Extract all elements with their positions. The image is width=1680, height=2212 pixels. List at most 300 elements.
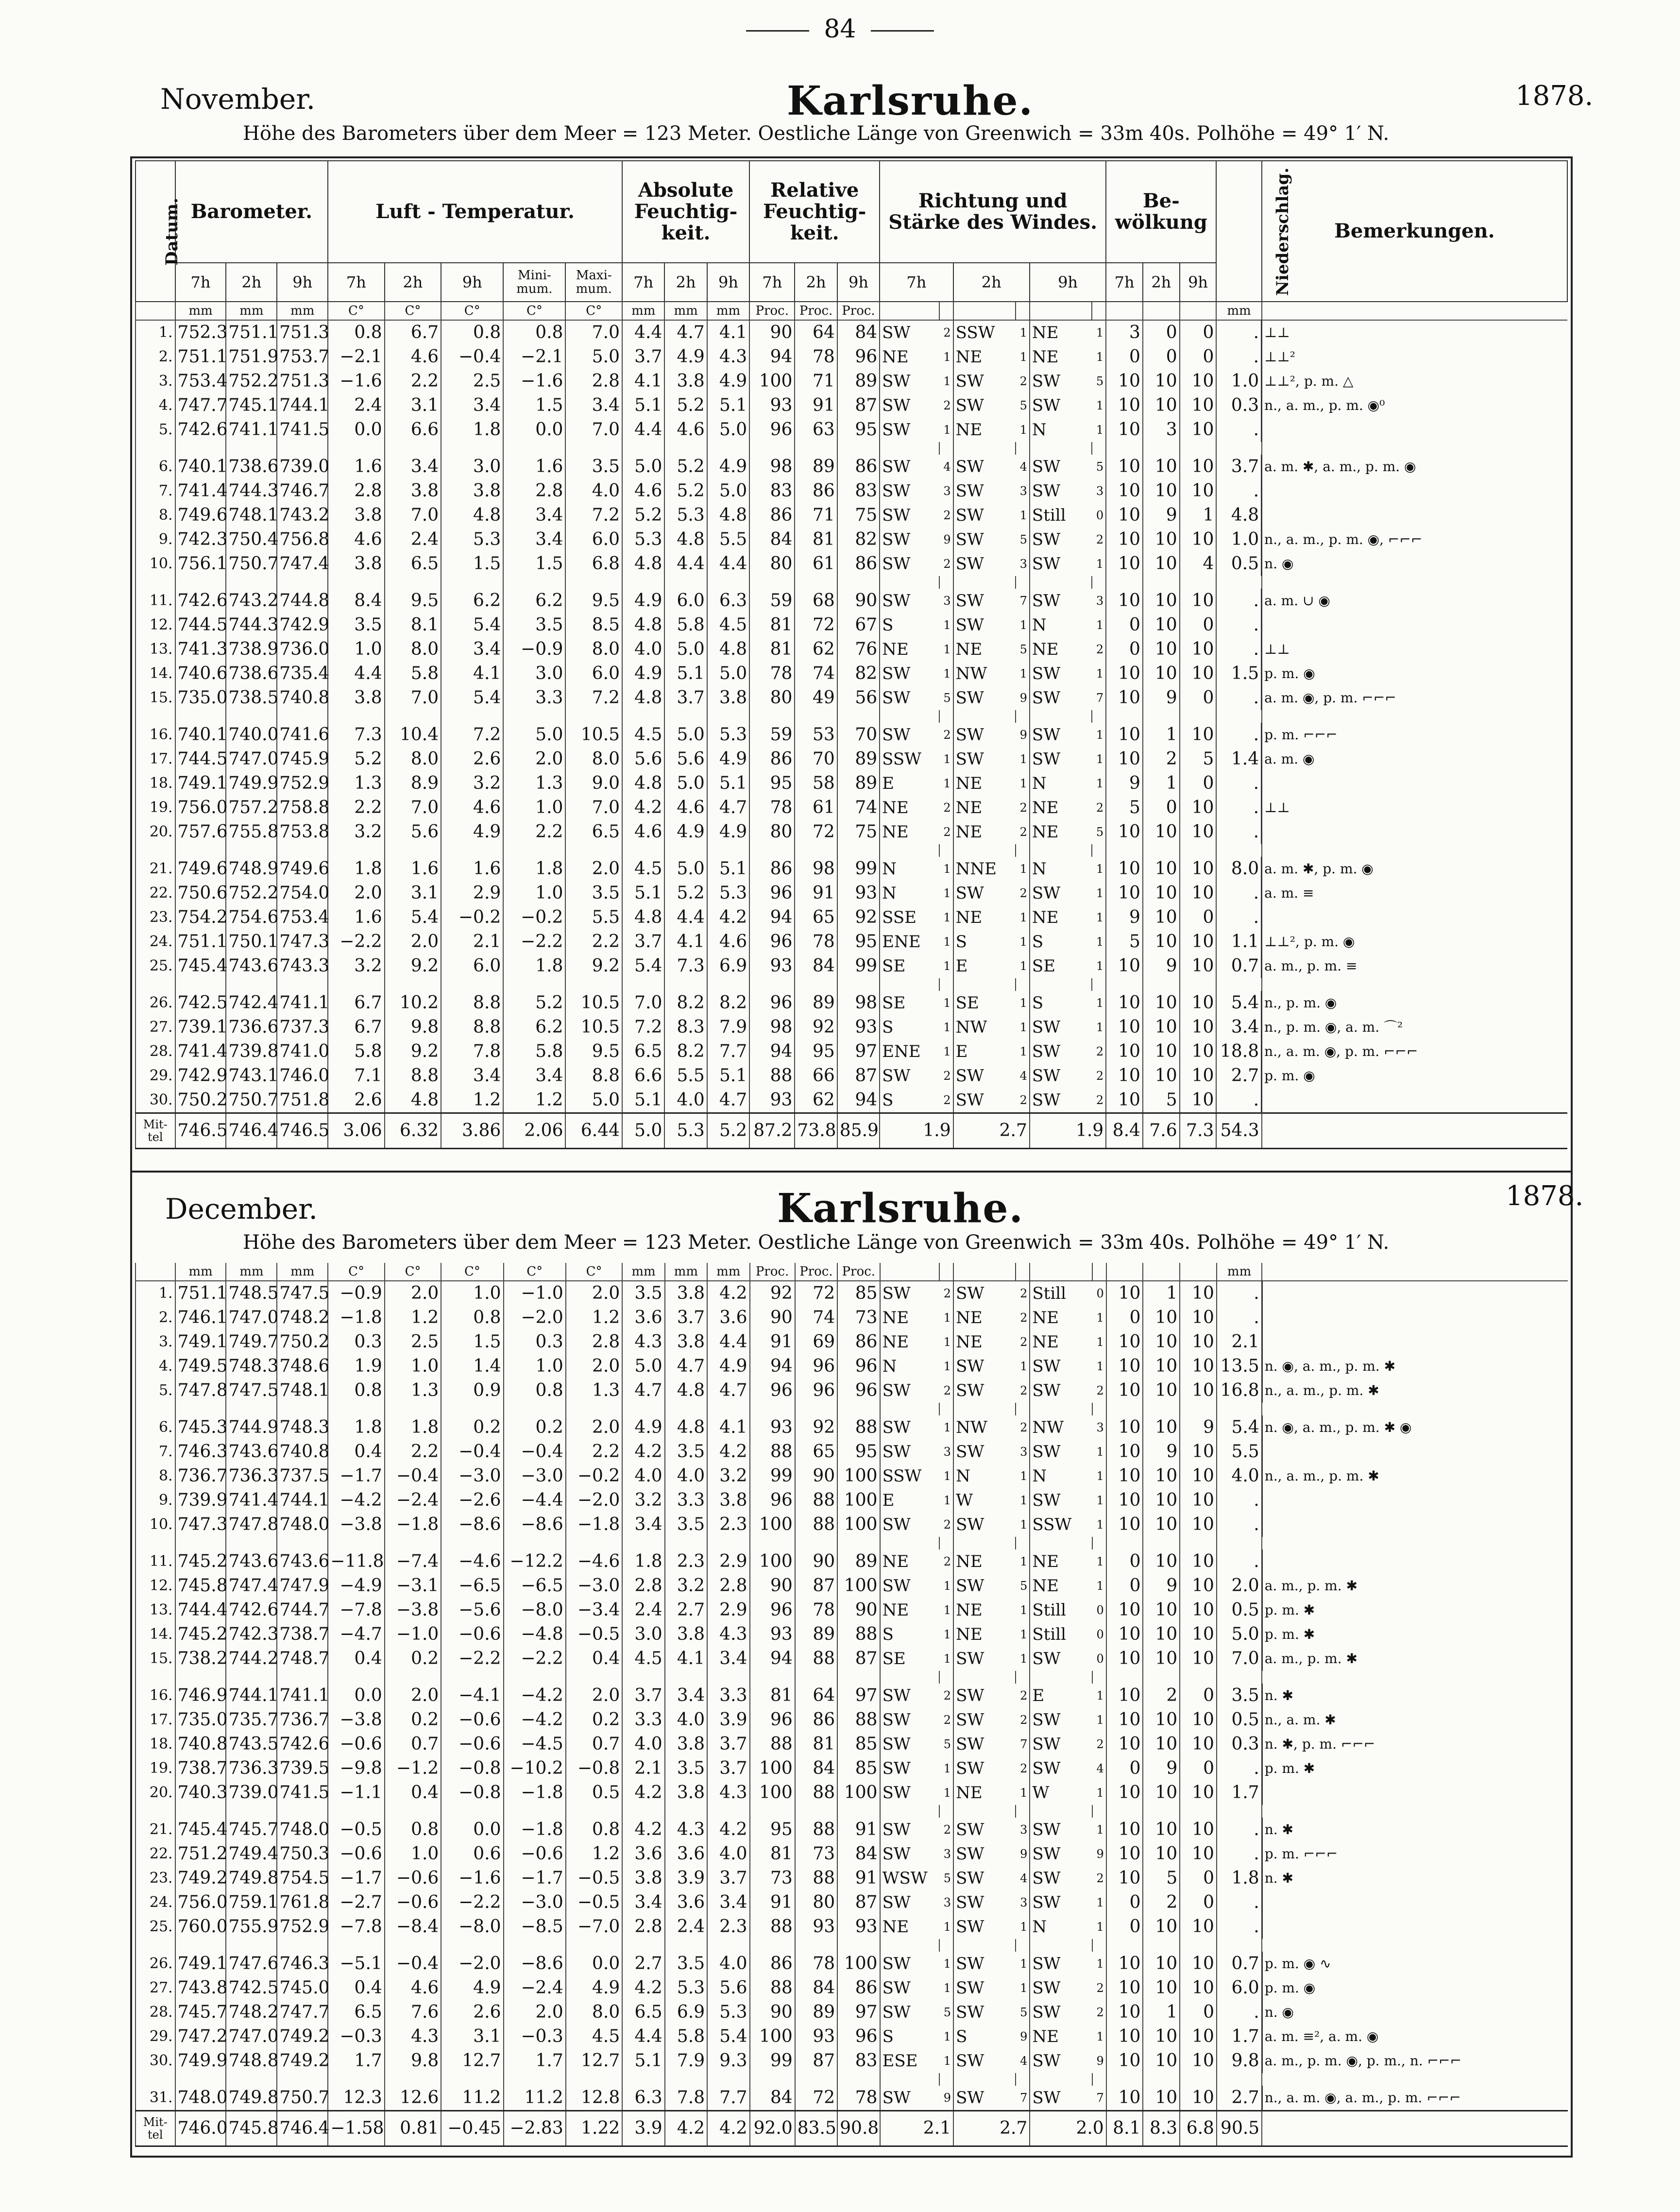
header-datum: Datum. (136, 161, 175, 302)
cell-temp-7: 4.4 (328, 662, 385, 686)
cell-abs-9: 7.7 (707, 1039, 749, 1064)
cell-cloud-7: 10 (1106, 1781, 1143, 1805)
cell-cloud-7: 10 (1106, 1818, 1143, 1842)
cell-temp-7: 8.4 (328, 589, 385, 613)
cell-temp-max: 2.2 (565, 930, 622, 954)
cell-rel-9: 86 (837, 455, 880, 479)
cell-rel-9: 93 (837, 1015, 880, 1039)
cell-wind-dir-2: SW (953, 1708, 1016, 1732)
cell-date: 16. (136, 723, 175, 747)
cell-cloud-7: 10 (1106, 2049, 1143, 2073)
cell-temp-9: 1.4 (441, 1354, 503, 1378)
cell-rel-2: 74 (795, 1306, 837, 1330)
cell-wind-force-7: 2 (943, 1093, 951, 1107)
cell-temp-9: 0.6 (441, 1842, 503, 1866)
cell-date: 27. (136, 1976, 175, 2000)
cell-cloud-7: 5 (1106, 930, 1143, 954)
cell-bar-7: 740.1 (175, 455, 226, 479)
cell-abs-7: 1.8 (622, 1549, 664, 1574)
cell-cloud-9: 10 (1180, 857, 1217, 881)
cell-wind-force-9: 1 (1096, 618, 1104, 632)
cell-wind-dir-7: E (880, 771, 939, 796)
cell-bar-7: 745.3 (175, 1415, 226, 1440)
cell-temp-9: 1.5 (441, 1330, 503, 1354)
spacer-cell (749, 576, 795, 589)
spacer-cell (226, 576, 277, 589)
cell-wind-force-2: 1 (1020, 1603, 1028, 1617)
mean-rel-2: 83.5 (795, 2111, 837, 2146)
cell-temp-9: −0.8 (441, 1781, 503, 1805)
cell-abs-7: 5.1 (622, 881, 664, 905)
spacer-cell (1262, 978, 1567, 991)
cell-wind-force-9: 1 (1096, 959, 1104, 973)
cell-bar-7: 746.1 (175, 1306, 226, 1330)
cell-rel-2: 70 (795, 747, 837, 771)
cell-rel-9: 88 (837, 1622, 880, 1647)
cell-wind-force-9: 1 (1096, 423, 1104, 437)
cell-rel-9: 89 (837, 747, 880, 771)
cell-wind-dir-9: SW (1030, 881, 1092, 905)
cell-abs-9: 3.3 (707, 1684, 749, 1708)
cell-abs-2: 8.2 (664, 991, 707, 1015)
spacer-cell (1262, 710, 1567, 723)
spacer-cell (441, 1537, 503, 1549)
cell-bar-9: 742.9 (277, 613, 328, 637)
cell-bar-2: 752.2 (226, 369, 277, 393)
cell-bar-2: 755.8 (226, 820, 277, 844)
spacer-cell (226, 1939, 277, 1952)
cell-abs-7: 5.3 (622, 527, 664, 552)
cell-wind-dir-2: SW (953, 479, 1016, 503)
cell-wind-force-9: 2 (1096, 1872, 1104, 1885)
cell-cloud-9: 10 (1180, 1842, 1217, 1866)
spacer-cell (1143, 1403, 1180, 1415)
cell-remarks: a. m., p. m. ✱ (1262, 1574, 1568, 1598)
group-spacer (136, 1805, 1568, 1818)
cell-wind-dir-2: SW (953, 1513, 1016, 1537)
cell-bar-2: 742.6 (226, 1598, 277, 1622)
cell-rel-7: 86 (750, 1952, 795, 1976)
cell-bar-2: 748.5 (226, 1281, 277, 1306)
cell-date: 25. (136, 1915, 175, 1939)
cell-cloud-9: 10 (1180, 1952, 1217, 1976)
spacer-cell (622, 1805, 664, 1818)
cell-wind-dir-2: SW (953, 686, 1016, 710)
cell-remarks: a. m. ◉ (1262, 747, 1567, 771)
cell-abs-2: 5.3 (665, 1976, 707, 2000)
cell-bar-9: 743.2 (277, 503, 328, 527)
spacer-cell (795, 576, 837, 589)
cell-cloud-7: 10 (1106, 1622, 1143, 1647)
cell-temp-7: −2.7 (328, 1890, 385, 1915)
unit-label: mm (226, 1263, 277, 1281)
cell-date: 14. (136, 1622, 175, 1647)
cell-date: 9. (136, 527, 175, 552)
unit-label: mm (665, 1263, 707, 1281)
spacer-cell (277, 844, 328, 857)
cell-wind-force-9: 1 (1096, 557, 1104, 571)
cell-cloud-9: 0 (1180, 320, 1217, 345)
cell-rel-9: 100 (837, 1952, 880, 1976)
cell-wind-force-2: 1 (1019, 996, 1027, 1010)
unit-blank (136, 1263, 175, 1281)
cell-temp-min: −6.5 (504, 1574, 566, 1598)
table-row (136, 930, 1567, 954)
cell-bar-9: 744.8 (277, 589, 328, 613)
cell-date: 8. (136, 1464, 175, 1488)
cell-remarks (1262, 1306, 1568, 1330)
cell-wind-dir-7: S (880, 1088, 939, 1113)
cell-abs-9: 4.0 (707, 1952, 749, 1976)
unit-blank (1106, 1263, 1143, 1281)
mean-cloud-7: 8.4 (1106, 1113, 1143, 1149)
cell-date: 15. (136, 686, 175, 710)
cell-bar-7: 740.6 (175, 662, 226, 686)
cell-rel-2: 65 (795, 905, 837, 930)
cell-wind-force-2: 1 (1019, 667, 1027, 681)
cell-cloud-7: 10 (1106, 1330, 1143, 1354)
cell-abs-2: 4.6 (664, 796, 707, 820)
cell-wind-dir-7: SSE (880, 905, 939, 930)
cell-rel-9: 100 (837, 1464, 880, 1488)
mean-abs-2: 5.3 (664, 1113, 707, 1149)
spacer-cell (277, 1805, 328, 1818)
cell-abs-7: 4.8 (622, 905, 664, 930)
weather-table-november (135, 160, 1568, 1149)
cell-remarks (1262, 1488, 1568, 1513)
cell-wind-dir-2: NE (953, 905, 1016, 930)
spacer-cell (277, 442, 328, 455)
cell-bar-7: 756.0 (175, 1890, 226, 1915)
cell-cloud-2: 10 (1143, 991, 1180, 1015)
cell-wind-force-2: 2 (1020, 1713, 1028, 1727)
cell-temp-min: −0.4 (504, 1440, 566, 1464)
cell-bar-2: 750.7 (226, 552, 277, 576)
cell-wind-dir-7: SW (880, 1781, 939, 1805)
cell-abs-9: 5.3 (707, 723, 749, 747)
cell-cloud-9: 10 (1180, 1598, 1217, 1622)
cell-cloud-7: 10 (1106, 393, 1143, 418)
cell-cloud-7: 10 (1106, 1088, 1143, 1113)
cell-cloud-2: 10 (1143, 1064, 1180, 1088)
cell-abs-2: 5.8 (664, 613, 707, 637)
cell-abs-9: 4.4 (707, 1330, 749, 1354)
cell-abs-7: 4.7 (622, 1378, 664, 1403)
cell-wind-dir-9: SW (1030, 369, 1092, 393)
cell-remarks: n. ✱ (1262, 1866, 1568, 1890)
cell-precip: . (1216, 686, 1261, 710)
cell-wind-force-2: 1 (1019, 777, 1027, 790)
unit-blank (1016, 302, 1030, 320)
cell-rel-2: 58 (795, 771, 837, 796)
cell-temp-max: −0.2 (566, 1464, 623, 1488)
cell-wind-force-7: 9 (943, 533, 951, 546)
cell-remarks: n., a. m. ✱ (1262, 1708, 1568, 1732)
cell-temp-7: 0.8 (328, 1378, 385, 1403)
cell-rel-7: 96 (750, 1378, 795, 1403)
cell-abs-9: 4.9 (707, 747, 749, 771)
spacer-cell (664, 442, 707, 455)
cell-cloud-2: 10 (1143, 613, 1180, 637)
cell-abs-7: 4.2 (622, 1781, 664, 1805)
cell-bar-7: 742.9 (175, 1064, 226, 1088)
mean-row (136, 1113, 1567, 1149)
cell-cloud-9: 10 (1180, 527, 1217, 552)
cell-remarks: n. ◉ (1262, 552, 1567, 576)
cell-wind-dir-7: N (880, 857, 939, 881)
cell-cloud-2: 2 (1143, 747, 1180, 771)
cell-rel-9: 90 (837, 1598, 880, 1622)
cell-rel-2: 86 (795, 1708, 837, 1732)
cell-rel-9: 85 (837, 1281, 880, 1306)
cell-cloud-2: 10 (1143, 1039, 1180, 1064)
cell-wind-dir-2: S (953, 2025, 1016, 2049)
cell-temp-max: −1.8 (566, 1513, 623, 1537)
cell-wind-dir-2: N (953, 1464, 1016, 1488)
cell-abs-2: 3.8 (665, 1622, 707, 1647)
cell-bar-2: 739.0 (226, 1781, 277, 1805)
cell-temp-7: −1.8 (328, 1306, 385, 1330)
cell-abs-2: 3.8 (665, 1732, 707, 1756)
header-clouds: Be-wölkung (1106, 161, 1216, 263)
unit-blank (1262, 1263, 1568, 1281)
cell-temp-2: 1.8 (385, 1415, 441, 1440)
cell-cloud-2: 10 (1143, 1513, 1180, 1537)
cell-date: 2. (136, 345, 175, 369)
cell-bar-7: 742.3 (175, 527, 226, 552)
cell-wind-force-7: 1 (943, 911, 951, 924)
cell-temp-7: 2.6 (328, 1088, 385, 1113)
cell-temp-9: 5.4 (441, 686, 503, 710)
spacer-cell (1106, 2073, 1143, 2086)
cell-temp-9: 5.3 (441, 527, 503, 552)
cell-rel-2: 71 (795, 369, 837, 393)
cell-temp-7: 2.8 (328, 479, 385, 503)
cell-temp-min: −1.8 (504, 1818, 566, 1842)
cell-bar-2: 745.7 (226, 1818, 277, 1842)
cell-bar-2: 755.9 (226, 1915, 277, 1939)
cell-precip: 0.7 (1216, 954, 1261, 978)
cell-temp-2: 6.5 (385, 552, 441, 576)
cell-wind-dir-7: SW (880, 589, 939, 613)
mean-rel-2: 73.8 (795, 1113, 837, 1149)
cell-temp-2: 3.4 (385, 455, 441, 479)
cell-abs-9: 3.8 (707, 686, 749, 710)
cell-wind-dir-2: NE (953, 820, 1016, 844)
cell-wind-dir-7: SW (880, 369, 939, 393)
cell-remarks: a. m. ≡², a. m. ◉ (1262, 2025, 1568, 2049)
cell-rel-7: 94 (749, 345, 795, 369)
cell-bar-7: 749.6 (175, 857, 226, 881)
group-spacer (136, 576, 1567, 589)
cell-rel-2: 96 (795, 1378, 837, 1403)
cell-cloud-7: 10 (1106, 1708, 1143, 1732)
spacer-cell (939, 442, 953, 455)
spacer-cell (226, 1805, 277, 1818)
unit-blank (1180, 302, 1217, 320)
mean-abs-7: 3.9 (622, 2111, 664, 2146)
spacer-cell (880, 1805, 939, 1818)
cell-temp-min: −4.2 (504, 1708, 566, 1732)
spacer-cell (665, 1805, 707, 1818)
cell-date: 18. (136, 1732, 175, 1756)
cell-wind-dir-9: SW (1030, 1756, 1092, 1781)
spacer-cell (1092, 1537, 1106, 1549)
cell-abs-7: 4.4 (622, 320, 664, 345)
cell-remarks: n. ◉ (1262, 2000, 1568, 2025)
cell-rel-9: 87 (837, 1890, 880, 1915)
spacer-cell (750, 2073, 795, 2086)
cell-abs-9: 5.1 (707, 1064, 749, 1088)
cell-precip: 13.5 (1217, 1354, 1262, 1378)
cell-bar-9: 746.7 (277, 479, 328, 503)
spacer-cell (953, 1805, 1016, 1818)
cell-wind-dir-7: E (880, 1488, 939, 1513)
spacer-cell (1143, 1537, 1180, 1549)
cell-cloud-7: 10 (1106, 686, 1143, 710)
cell-cloud-7: 10 (1106, 1842, 1143, 1866)
cell-bar-9: 736.0 (277, 637, 328, 662)
mean-temp-2: 0.81 (385, 2111, 441, 2146)
spacer-cell (1016, 844, 1030, 857)
spacer-cell (1106, 576, 1143, 589)
cell-bar-9: 748.0 (277, 1513, 328, 1537)
cell-bar-2: 747.8 (226, 1513, 277, 1537)
cell-bar-7: 745.8 (175, 1574, 226, 1598)
spacer-cell (328, 1403, 385, 1415)
cell-remarks: n., a. m., p. m. ◉⁰ (1262, 393, 1567, 418)
cell-abs-7: 4.1 (622, 369, 664, 393)
cell-cloud-7: 10 (1106, 1039, 1143, 1064)
cell-wind-dir-9: NE (1030, 2025, 1092, 2049)
cell-wind-force-7: 1 (943, 2054, 951, 2068)
cell-wind-dir-7: SW (880, 1976, 939, 2000)
cell-rel-7: 93 (749, 1088, 795, 1113)
spacer-cell (226, 844, 277, 857)
group-spacer (136, 442, 1567, 455)
cell-temp-max: 8.8 (565, 1064, 622, 1088)
spacer-cell (622, 978, 664, 991)
cell-abs-2: 3.6 (665, 1842, 707, 1866)
cell-abs-2: 5.0 (664, 723, 707, 747)
cell-temp-2: 4.6 (385, 1976, 441, 2000)
cell-wind-force-9: 1 (1096, 752, 1104, 766)
spacer-cell (441, 1403, 503, 1415)
spacer-cell (136, 1939, 175, 1952)
cell-rel-7: 93 (750, 1622, 795, 1647)
table-row (136, 1015, 1567, 1039)
unit-blank (953, 1263, 1016, 1281)
cell-rel-9: 87 (837, 1064, 880, 1088)
cell-cloud-2: 9 (1143, 686, 1180, 710)
group-spacer (136, 2073, 1568, 2086)
cell-abs-9: 3.7 (707, 1866, 749, 1890)
cell-rel-7: 96 (750, 1488, 795, 1513)
cell-cloud-7: 10 (1106, 2025, 1143, 2049)
unit-label: Proc. (837, 302, 880, 320)
table-row (136, 1890, 1568, 1915)
spacer-cell (1180, 1671, 1217, 1684)
cell-precip: 4.8 (1216, 503, 1261, 527)
cell-wind-force-2: 2 (1019, 801, 1027, 815)
cell-cloud-9: 10 (1180, 991, 1217, 1015)
cell-temp-2: 2.5 (385, 1330, 441, 1354)
spacer-cell (795, 1537, 837, 1549)
cell-abs-2: 5.2 (664, 881, 707, 905)
cell-temp-9: −5.6 (441, 1598, 503, 1622)
cell-rel-9: 83 (837, 2049, 880, 2073)
cell-temp-min: −2.4 (504, 1976, 566, 2000)
cell-cloud-2: 10 (1143, 820, 1180, 844)
cell-abs-7: 4.9 (622, 589, 664, 613)
cell-abs-7: 4.2 (622, 1440, 664, 1464)
subheader-rel-2: 2h (795, 263, 837, 302)
cell-rel-2: 93 (795, 2025, 837, 2049)
cell-temp-2: −1.0 (385, 1622, 441, 1647)
cell-rel-2: 68 (795, 589, 837, 613)
cell-cloud-7: 10 (1106, 747, 1143, 771)
cell-temp-2: −7.4 (385, 1549, 441, 1574)
cell-wind-force-2: 1 (1020, 1652, 1028, 1666)
cell-wind-dir-7: SW (880, 723, 939, 747)
spacer-cell (1016, 1671, 1030, 1684)
cell-abs-9: 4.2 (707, 1440, 749, 1464)
cell-temp-max: 7.0 (565, 320, 622, 345)
cell-rel-2: 78 (795, 1598, 837, 1622)
cell-remarks: a. m., p. m. ◉, p. m., n. ⌐⌐⌐ (1262, 2049, 1568, 2073)
cell-remarks: n. ◉, a. m., p. m. ✱ ◉ (1262, 1415, 1568, 1440)
spacer-cell (795, 710, 837, 723)
spacer-cell (939, 1805, 953, 1818)
cell-bar-9: 748.1 (277, 1378, 328, 1403)
cell-bar-9: 746.3 (277, 1952, 328, 1976)
cell-temp-min: 0.3 (504, 1330, 566, 1354)
cell-wind-force-2: 1 (1020, 1628, 1028, 1641)
cell-date: 6. (136, 1415, 175, 1440)
cell-rel-9: 89 (837, 1549, 880, 1574)
spacer-cell (707, 1537, 749, 1549)
cell-temp-2: 8.0 (385, 747, 441, 771)
spacer-cell (1143, 442, 1180, 455)
cell-bar-9: 753.4 (277, 905, 328, 930)
spacer-cell (1217, 1403, 1262, 1415)
spacer-cell (1143, 576, 1180, 589)
cell-bar-7: 756.1 (175, 552, 226, 576)
spacer-cell (328, 2073, 385, 2086)
cell-temp-2: 5.6 (385, 820, 441, 844)
cell-abs-2: 4.0 (665, 1708, 707, 1732)
subheader-abs-7: 7h (622, 263, 664, 302)
cell-abs-7: 2.7 (622, 1952, 664, 1976)
cell-abs-2: 2.3 (665, 1549, 707, 1574)
cell-abs-9: 4.9 (707, 455, 749, 479)
cell-cloud-9: 0 (1180, 2000, 1217, 2025)
cell-temp-min: 3.4 (503, 503, 565, 527)
spacer-cell (441, 978, 503, 991)
cell-date: 18. (136, 771, 175, 796)
cell-wind-dir-7: ENE (880, 1039, 939, 1064)
spacer-cell (1262, 1671, 1568, 1684)
cell-bar-2: 751.1 (226, 320, 277, 345)
spacer-cell (328, 576, 385, 589)
cell-bar-2: 749.9 (226, 771, 277, 796)
cell-temp-max: 2.0 (566, 1281, 623, 1306)
cell-wind-dir-7: SW (880, 1684, 939, 1708)
cell-wind-force-9: 1 (1096, 350, 1104, 364)
cell-bar-9: 748.0 (277, 1818, 328, 1842)
cell-temp-9: 3.1 (441, 2025, 503, 2049)
cell-wind-dir-9: N (1030, 1464, 1092, 1488)
